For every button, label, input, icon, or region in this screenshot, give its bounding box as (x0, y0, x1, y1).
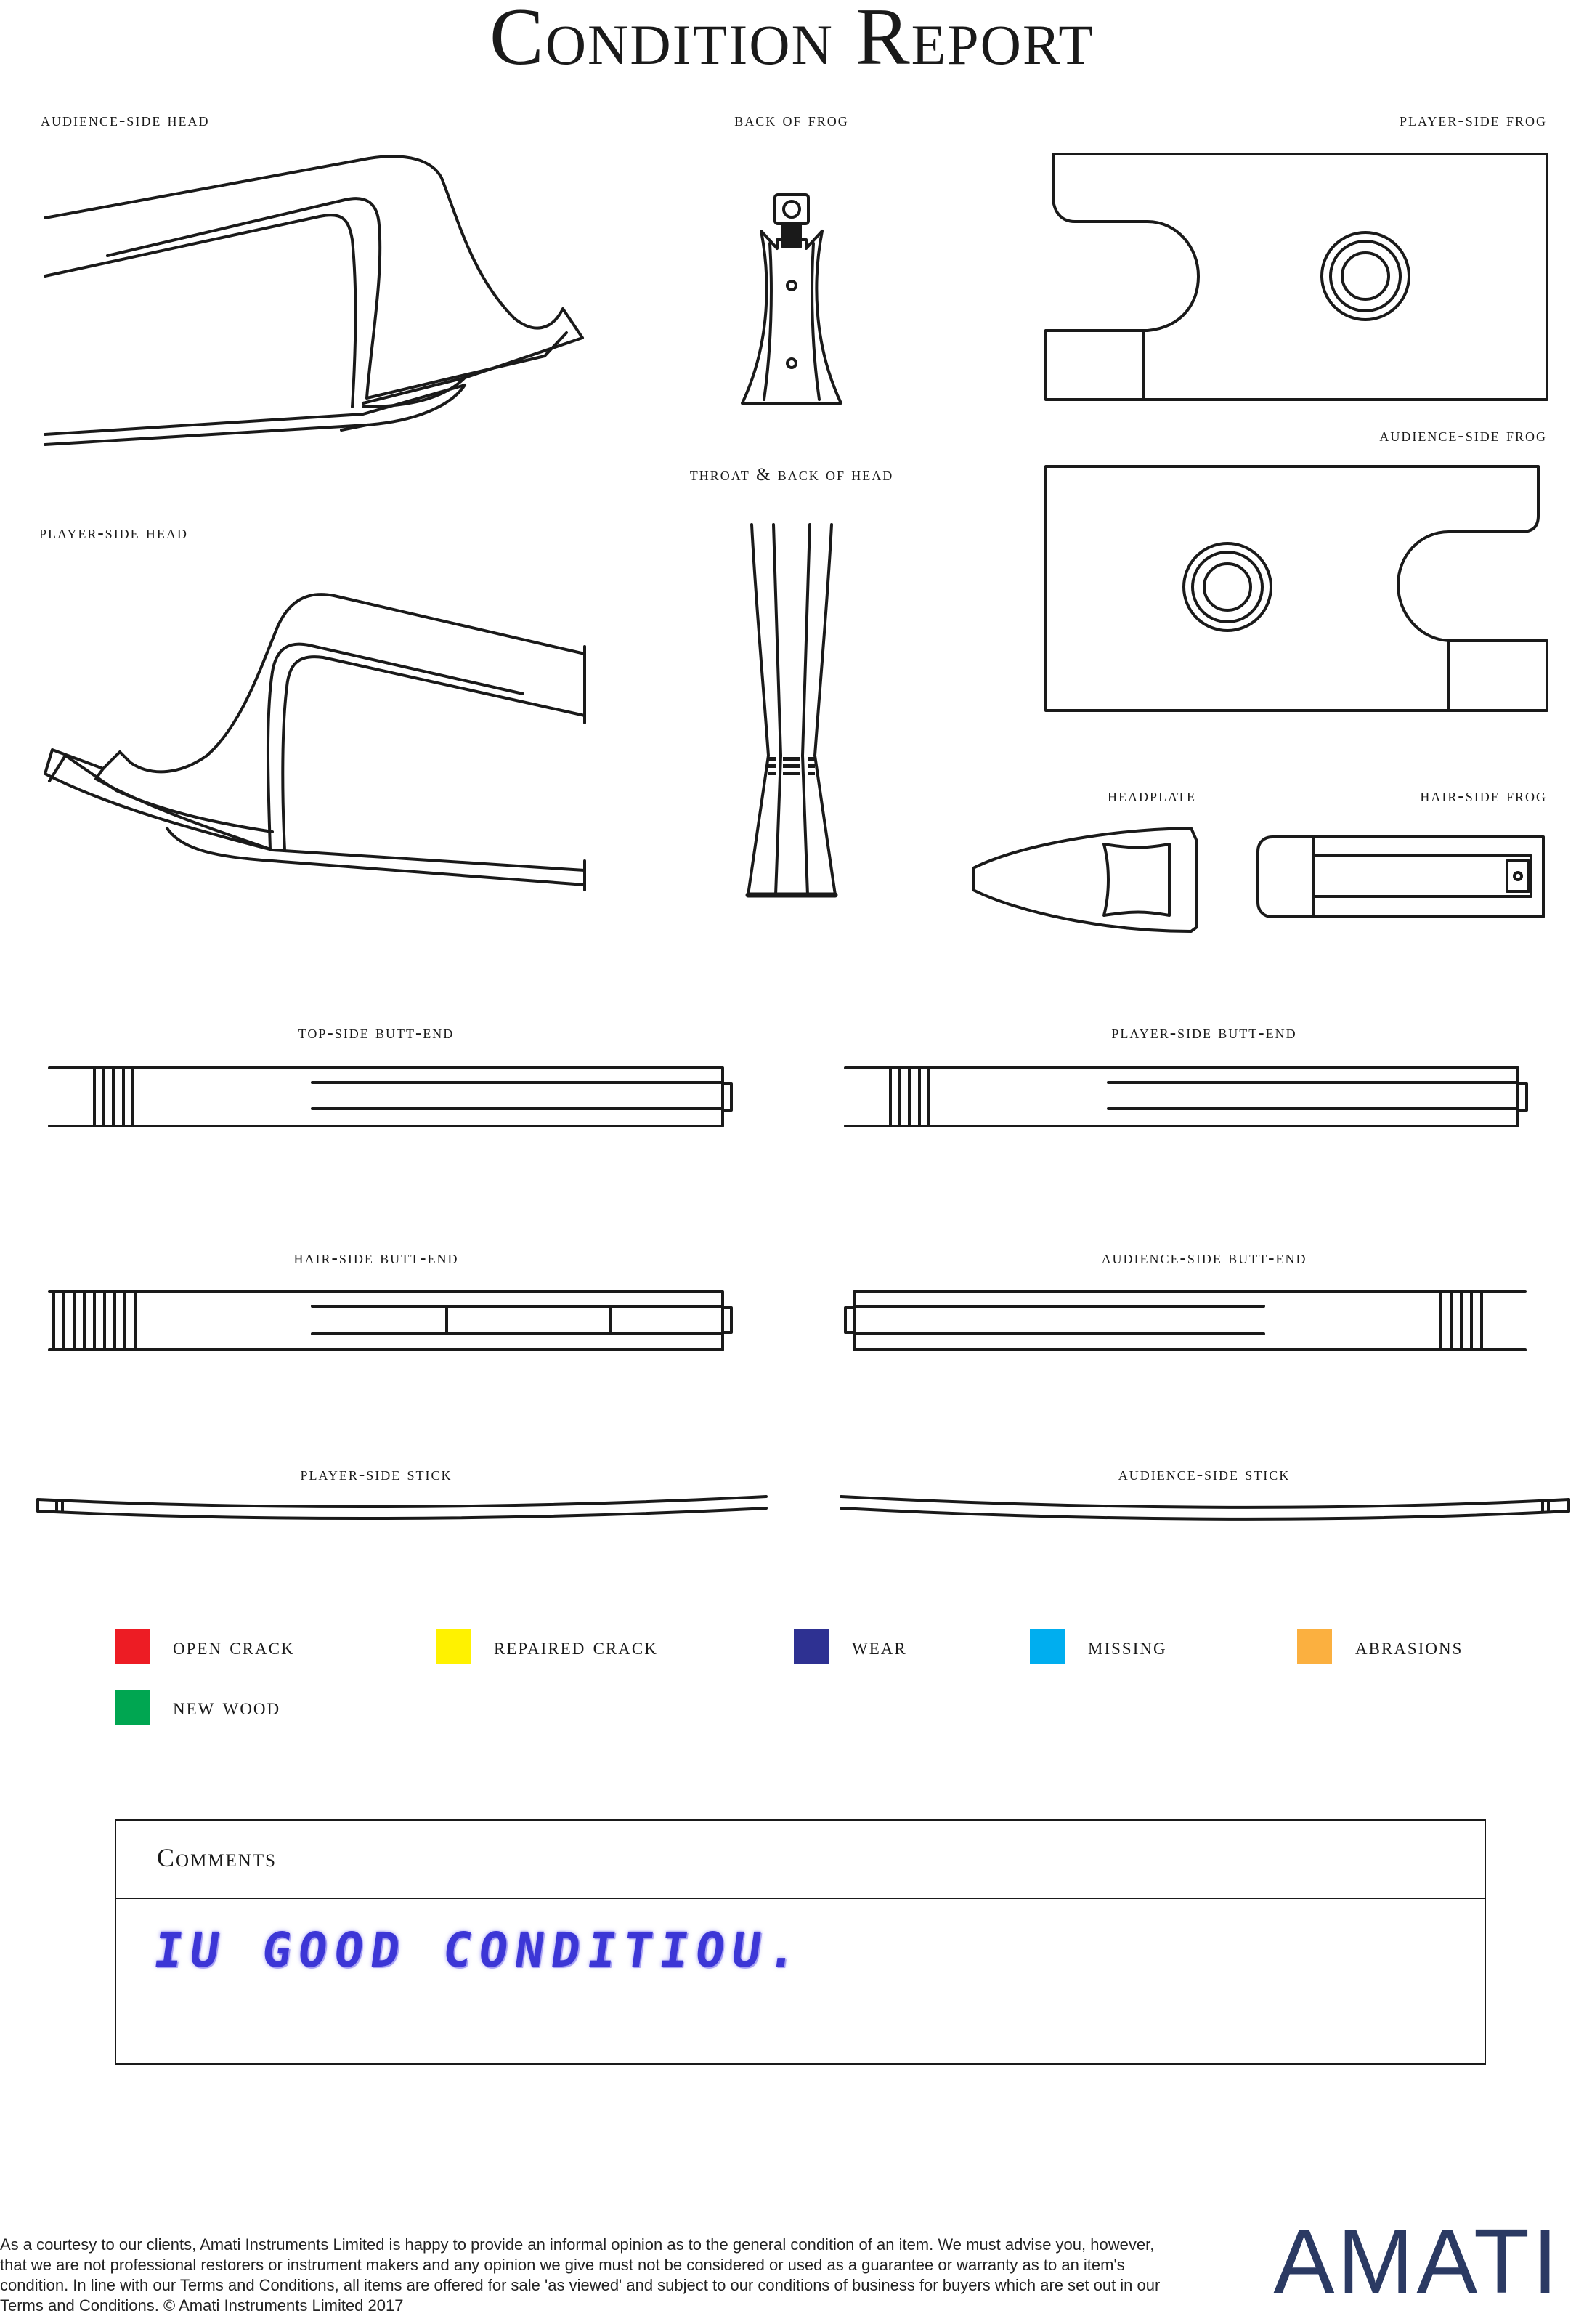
legend-label: wear (852, 1633, 907, 1660)
legend-label: missing (1088, 1633, 1167, 1660)
legend-swatch (1297, 1629, 1332, 1664)
legend-wear (794, 1629, 907, 1664)
label-audience-side-stick: audience-side stick (1118, 1465, 1291, 1484)
throat-back-of-head-drawing (748, 525, 835, 895)
legend-label: repaired crack (494, 1633, 658, 1660)
headplate-drawing (973, 828, 1197, 931)
label-hair-side-frog: hair-side frog (1420, 786, 1547, 806)
comments-box[interactable] (115, 1819, 1486, 2065)
label-player-side-head: player-side head (39, 523, 188, 543)
top-side-butt-end-drawing (49, 1068, 731, 1126)
comments-title: Comments (157, 1843, 277, 1872)
legend-swatch (794, 1629, 829, 1664)
legend-swatch (436, 1629, 471, 1664)
label-player-side-butt-end: player-side butt-end (1111, 1023, 1297, 1042)
audience-side-frog-drawing (1046, 466, 1547, 710)
legend-label: abrasions (1355, 1633, 1463, 1660)
legend-swatch (115, 1629, 150, 1664)
page-title: Condition Report (490, 0, 1094, 82)
back-of-frog-drawing (742, 195, 841, 403)
amati-logo: AMATI (1273, 2210, 1561, 2312)
label-hair-side-butt-end: hair-side butt-end (293, 1248, 459, 1268)
audience-side-head-drawing (45, 156, 582, 445)
label-player-side-frog: player-side frog (1400, 110, 1547, 130)
comments-header (116, 1821, 1485, 1899)
comments-handwritten-text[interactable]: IU GOOD CONDITIOU. (150, 1922, 808, 1978)
legend-swatch (1030, 1629, 1065, 1664)
legend-swatch (115, 1690, 150, 1725)
legend-open-crack (115, 1629, 295, 1664)
label-audience-side-butt-end: audience-side butt-end (1101, 1248, 1307, 1268)
label-player-side-stick: player-side stick (300, 1465, 452, 1484)
player-side-head-drawing (45, 594, 585, 890)
legend-missing (1030, 1629, 1167, 1664)
legend-abrasions (1297, 1629, 1463, 1664)
audience-side-butt-end-drawing (845, 1292, 1525, 1350)
player-side-butt-end-drawing (845, 1068, 1527, 1126)
hair-side-butt-end-drawing (49, 1292, 731, 1350)
legend-repaired-crack (436, 1629, 658, 1664)
label-audience-side-head: audience-side head (41, 110, 210, 130)
label-top-side-butt-end: top-side butt-end (298, 1023, 455, 1042)
player-side-frog-drawing (1046, 154, 1547, 400)
disclaimer-text: As a courtesy to our clients, Amati Instruments Limited is happy to provide an informal opinion as to the general condition of an item. We must advise you, however, that we are not professional restorers or instrument makers and any opinion we give must not be considered or used as a guarantee or warranty as to an item's condition. In line with our Terms and Conditions, all items are offered for sale 'as viewed' and subject to our conditions of business for buyers which are set out in our Terms and Conditions. © Amati Instruments Limited 2017 (0, 2235, 1161, 2315)
label-back-of-frog: back of frog (734, 110, 849, 130)
legend-new-wood (115, 1690, 280, 1725)
label-headplate: headplate (1108, 786, 1196, 806)
legend-label: open crack (173, 1633, 295, 1660)
audience-side-stick-drawing (841, 1497, 1569, 1519)
label-throat-back-of-head: throat & back of head (689, 465, 894, 485)
player-side-stick-drawing (38, 1497, 766, 1518)
legend-label: new wood (173, 1693, 281, 1720)
label-audience-side-frog: audience-side frog (1379, 426, 1547, 445)
hair-side-frog-drawing (1258, 837, 1543, 917)
